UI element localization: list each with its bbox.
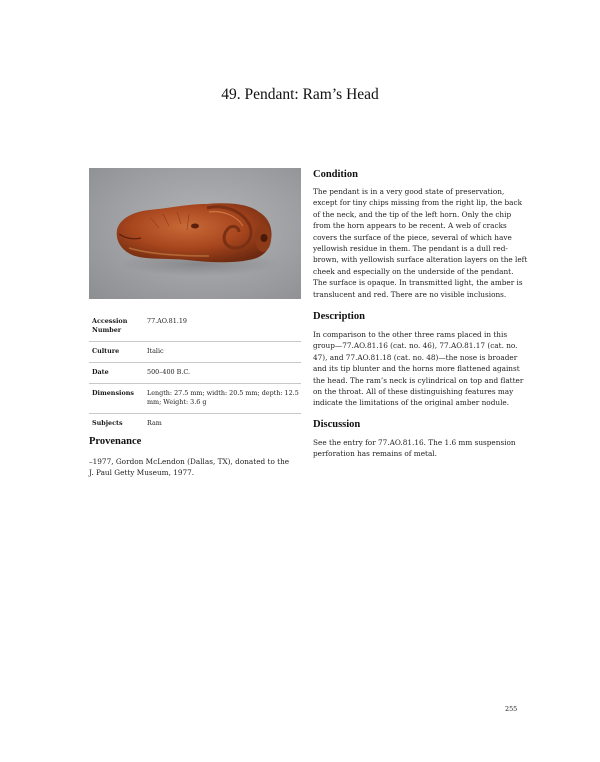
discussion-text: See the entry for 77.AO.81.16. The 1.6 mm suspension perforation has remains of metal. (313, 438, 516, 459)
details-label: Subjects (89, 414, 144, 435)
description-text: In comparison to the other three rams placed in this group—77.AO.81.16 (cat. no. 46), 77.AO.81.17 (cat. no. 47), and 77.AO.81.18 (cat. no. 48)—the nose is broader and its tip blunter and the horns more flattened against the head. The ram’s neck is cylindrical on top and flatter on the throat. All of these distinguishing features may indicate the limitations of the original amber nodule. (313, 330, 524, 408)
discussion-heading: Discussion (313, 419, 361, 430)
details-row (89, 342, 301, 363)
details-value: Length: 27.5 mm; width: 20.5 mm; depth: 12.5 mm; Weight: 3.6 g (144, 384, 301, 414)
condition-text: The pendant is in a very good state of preservation, except for tiny chips missing from the right lip, the back of the neck, and the tip of the left horn. Only the chip from the horn appears to be recent. A web of cracks covers the surface of the piece, several of which have yellowish residue in them. The pendant is a dull red-brown, with yellowish surface alteration layers on the left cheek and especially on the underside of the pendant. The surface is opaque. In transmitted light, the amber is translucent and red. There are no visible inclusions. (313, 187, 528, 299)
object-details-table (89, 312, 301, 434)
pendant-photo (89, 168, 301, 299)
details-value: Ram (144, 414, 301, 435)
details-row (89, 312, 301, 342)
details-value: 77.AO.81.19 (147, 317, 187, 325)
provenance-text: –1977, Gordon McLendon (Dallas, TX), donated to the J. Paul Getty Museum, 1977. (89, 457, 290, 478)
details-label: Dimensions (89, 384, 144, 414)
ram-head-pendant-image (89, 168, 301, 299)
details-row (89, 414, 301, 435)
details-label: Date (89, 363, 144, 384)
provenance-heading: Provenance (89, 436, 142, 447)
details-label: Culture (89, 342, 144, 363)
description-heading: Description (313, 311, 365, 322)
details-row (89, 363, 301, 384)
page-title: 49. Pendant: Ram’s Head (221, 86, 379, 103)
details-value: 500–400 B.C. (144, 363, 301, 384)
page-number: 255 (505, 705, 518, 713)
condition-heading: Condition (313, 169, 358, 180)
details-label: Accession Number (92, 317, 128, 334)
details-row (89, 384, 301, 414)
details-value: Italic (144, 342, 301, 363)
